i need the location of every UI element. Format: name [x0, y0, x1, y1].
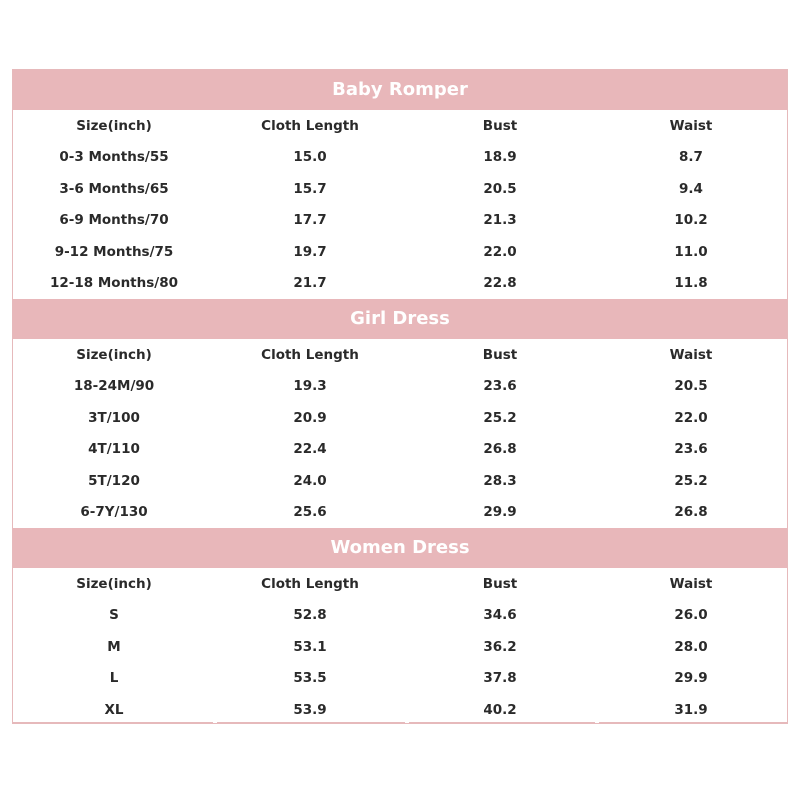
bust-cell: 36.2 — [483, 638, 517, 655]
table-row — [13, 694, 787, 726]
size-cell: 4T/110 — [88, 441, 140, 458]
border-segment — [13, 722, 213, 724]
column-header-size: Size(inch) — [76, 346, 152, 363]
cloth-length-cell: 17.7 — [293, 212, 327, 229]
size-cell: L — [109, 670, 119, 687]
cloth-length-cell: 53.1 — [293, 638, 327, 655]
cloth-length-cell: 19.3 — [293, 378, 327, 395]
size-cell: M — [107, 638, 121, 655]
column-header-size: Size(inch) — [76, 117, 152, 134]
waist-cell: 8.7 — [679, 149, 703, 166]
cloth-length-cell: 20.9 — [293, 409, 327, 426]
table-row — [13, 205, 787, 237]
bust-cell: 21.3 — [483, 212, 517, 229]
table-row — [13, 402, 787, 434]
waist-cell: 28.0 — [674, 638, 708, 655]
bust-cell: 18.9 — [483, 149, 517, 166]
bust-cell: 23.6 — [483, 378, 517, 395]
section-girl-dress — [13, 299, 787, 528]
column-header-size: Size(inch) — [76, 575, 152, 592]
size-cell: S — [109, 607, 119, 624]
section-women-dress — [13, 528, 787, 726]
column-header-bust: Bust — [482, 117, 518, 134]
table-row — [13, 268, 787, 300]
bust-cell: 20.5 — [483, 180, 517, 197]
waist-cell: 29.9 — [674, 670, 708, 687]
bust-cell: 22.8 — [483, 275, 517, 292]
size-cell: 0-3 Months/55 — [59, 149, 169, 166]
size-cell: 18-24M/90 — [73, 378, 155, 395]
column-header-row — [13, 568, 787, 600]
waist-cell: 22.0 — [674, 409, 708, 426]
waist-cell: 25.2 — [674, 472, 708, 489]
column-header-waist: Waist — [669, 575, 713, 592]
waist-cell: 11.0 — [674, 243, 708, 260]
waist-cell: 26.8 — [674, 504, 708, 521]
section-title: Baby Romper — [13, 70, 787, 110]
size-cell: 6-7Y/130 — [80, 504, 148, 521]
column-header-bust: Bust — [482, 346, 518, 363]
cloth-length-cell: 53.5 — [293, 670, 327, 687]
section-title: Girl Dress — [13, 299, 787, 339]
size-cell: 6-9 Months/70 — [59, 212, 169, 229]
waist-cell: 23.6 — [674, 441, 708, 458]
bottom-border — [13, 722, 787, 724]
waist-cell: 10.2 — [674, 212, 708, 229]
section-table — [13, 339, 787, 528]
size-cell: 3T/100 — [88, 409, 140, 426]
column-header-row — [13, 110, 787, 142]
column-header-waist: Waist — [669, 117, 713, 134]
border-segment — [217, 722, 405, 724]
column-header-cloth-length: Cloth Length — [261, 575, 359, 592]
table-row — [13, 434, 787, 466]
bust-cell: 40.2 — [483, 701, 517, 718]
section-table — [13, 568, 787, 726]
waist-cell: 9.4 — [679, 180, 703, 197]
cloth-length-cell: 24.0 — [293, 472, 327, 489]
table-row — [13, 497, 787, 529]
size-cell: 9-12 Months/75 — [54, 243, 174, 260]
cloth-length-cell: 21.7 — [293, 275, 327, 292]
bust-cell: 26.8 — [483, 441, 517, 458]
column-header-row — [13, 339, 787, 371]
size-cell: 12-18 Months/80 — [49, 275, 178, 292]
cloth-length-cell: 53.9 — [293, 701, 327, 718]
size-cell: XL — [104, 701, 124, 718]
column-header-cloth-length: Cloth Length — [261, 346, 359, 363]
table-row — [13, 465, 787, 497]
bust-cell: 25.2 — [483, 409, 517, 426]
size-cell: 5T/120 — [88, 472, 140, 489]
waist-cell: 20.5 — [674, 378, 708, 395]
section-baby-romper — [13, 70, 787, 299]
bust-cell: 22.0 — [483, 243, 517, 260]
bust-cell: 28.3 — [483, 472, 517, 489]
cloth-length-cell: 25.6 — [293, 504, 327, 521]
waist-cell: 11.8 — [674, 275, 708, 292]
table-row — [13, 631, 787, 663]
column-header-bust: Bust — [482, 575, 518, 592]
cloth-length-cell: 15.0 — [293, 149, 327, 166]
size-cell: 3-6 Months/65 — [59, 180, 169, 197]
bust-cell: 34.6 — [483, 607, 517, 624]
section-title: Women Dress — [13, 528, 787, 568]
table-row — [13, 142, 787, 174]
bust-cell: 29.9 — [483, 504, 517, 521]
cloth-length-cell: 19.7 — [293, 243, 327, 260]
cloth-length-cell: 52.8 — [293, 607, 327, 624]
size-chart — [12, 69, 788, 724]
waist-cell: 31.9 — [674, 701, 708, 718]
table-row — [13, 371, 787, 403]
column-header-waist: Waist — [669, 346, 713, 363]
cloth-length-cell: 15.7 — [293, 180, 327, 197]
waist-cell: 26.0 — [674, 607, 708, 624]
bust-cell: 37.8 — [483, 670, 517, 687]
column-header-cloth-length: Cloth Length — [261, 117, 359, 134]
section-table — [13, 110, 787, 299]
table-row — [13, 236, 787, 268]
border-segment — [409, 722, 595, 724]
border-segment — [599, 722, 787, 724]
table-row — [13, 663, 787, 695]
table-row — [13, 173, 787, 205]
table-row — [13, 600, 787, 632]
cloth-length-cell: 22.4 — [293, 441, 327, 458]
